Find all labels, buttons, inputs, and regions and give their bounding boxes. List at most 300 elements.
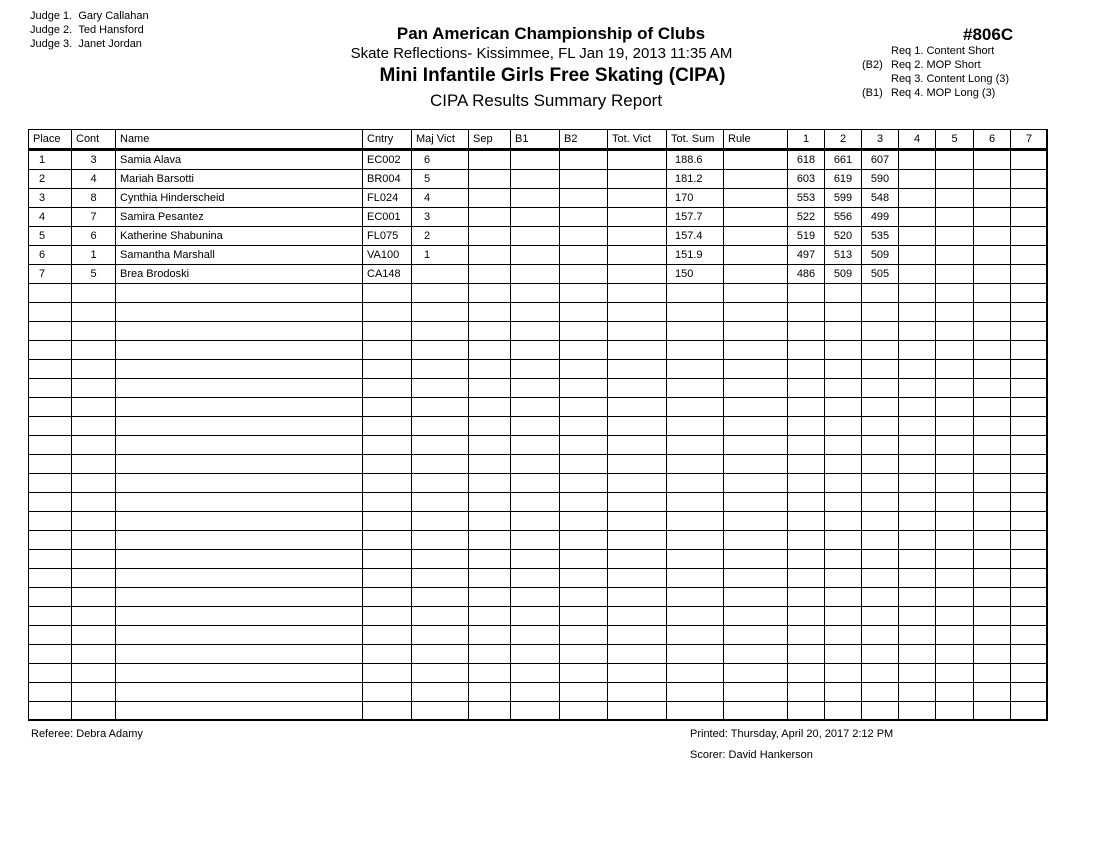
table-cell: [608, 664, 667, 683]
table-cell: [363, 645, 412, 664]
table-cell: [72, 702, 116, 721]
table-cell: [899, 360, 936, 379]
table-cell: Katherine Shabunina: [116, 227, 363, 246]
table-cell: [825, 664, 862, 683]
table-cell: [72, 664, 116, 683]
table-row: [29, 189, 1048, 208]
table-cell: [412, 664, 469, 683]
table-cell: [511, 474, 560, 493]
table-cell: 4: [412, 189, 469, 208]
table-cell: [511, 626, 560, 645]
empty-table-row: [29, 493, 1048, 512]
empty-table-row: [29, 550, 1048, 569]
table-cell: [511, 379, 560, 398]
table-cell: [29, 398, 72, 417]
table-cell: [608, 265, 667, 284]
table-cell: 150: [667, 265, 724, 284]
table-cell: [862, 474, 899, 493]
table-cell: [511, 322, 560, 341]
table-cell: [1011, 265, 1048, 284]
table-cell: Mariah Barsotti: [116, 170, 363, 189]
table-cell: [363, 531, 412, 550]
table-cell: [608, 436, 667, 455]
table-cell: [936, 189, 974, 208]
table-cell: [511, 341, 560, 360]
table-cell: 520: [825, 227, 862, 246]
table-cell: [936, 417, 974, 436]
table-cell: [974, 417, 1011, 436]
table-cell: 7: [72, 208, 116, 227]
table-cell: [788, 341, 825, 360]
table-cell: [469, 341, 511, 360]
table-cell: [608, 341, 667, 360]
table-cell: [469, 322, 511, 341]
table-cell: [469, 150, 511, 170]
table-cell: [608, 569, 667, 588]
table-cell: [1011, 455, 1048, 474]
table-cell: [974, 493, 1011, 512]
table-cell: [29, 664, 72, 683]
table-cell: [469, 360, 511, 379]
table-cell: 607: [862, 150, 899, 170]
empty-table-row: [29, 398, 1048, 417]
table-cell: Brea Brodoski: [116, 265, 363, 284]
table-cell: [899, 284, 936, 303]
table-cell: [608, 645, 667, 664]
table-cell: [469, 645, 511, 664]
table-cell: [363, 512, 412, 531]
table-cell: [363, 379, 412, 398]
table-cell: [412, 436, 469, 455]
table-cell: [936, 493, 974, 512]
requirement-4: (B1) Req 4. MOP Long (3): [862, 87, 996, 99]
table-cell: 6: [72, 227, 116, 246]
table-cell: [363, 683, 412, 702]
table-cell: [936, 265, 974, 284]
table-cell: EC001: [363, 208, 412, 227]
table-cell: [72, 493, 116, 512]
table-cell: [469, 588, 511, 607]
table-cell: [936, 626, 974, 645]
table-cell: [412, 569, 469, 588]
table-cell: [72, 341, 116, 360]
requirement-1: Req 1. Content Short: [891, 45, 995, 57]
table-cell: [412, 379, 469, 398]
table-cell: [936, 360, 974, 379]
table-cell: [1011, 550, 1048, 569]
judge-2: Judge 2. Ted Hansford: [30, 24, 144, 36]
table-cell: [825, 626, 862, 645]
table-cell: [825, 303, 862, 322]
table-cell: [1011, 512, 1048, 531]
table-cell: [511, 645, 560, 664]
table-cell: [608, 531, 667, 550]
empty-table-row: [29, 569, 1048, 588]
table-cell: [1011, 664, 1048, 683]
table-cell: [29, 436, 72, 455]
table-cell: [667, 531, 724, 550]
table-cell: [29, 303, 72, 322]
table-cell: [29, 588, 72, 607]
table-cell: [936, 569, 974, 588]
table-cell: [724, 493, 788, 512]
table-cell: [116, 341, 363, 360]
table-cell: [412, 683, 469, 702]
table-cell: [608, 455, 667, 474]
table-cell: [936, 227, 974, 246]
championship-title: Pan American Championship of Clubs: [396, 24, 706, 43]
table-cell: [511, 417, 560, 436]
table-cell: 157.7: [667, 208, 724, 227]
table-cell: [469, 284, 511, 303]
table-cell: [724, 246, 788, 265]
table-header-row: [29, 130, 1048, 150]
table-cell: [974, 303, 1011, 322]
table-cell: [1011, 474, 1048, 493]
table-cell: [899, 607, 936, 626]
table-cell: 522: [788, 208, 825, 227]
table-cell: [469, 265, 511, 284]
table-cell: [862, 303, 899, 322]
judge-1: Judge 1. Gary Callahan: [30, 10, 149, 22]
table-cell: [29, 284, 72, 303]
table-cell: [974, 189, 1011, 208]
table-cell: [1011, 360, 1048, 379]
table-cell: [899, 398, 936, 417]
table-cell: [469, 512, 511, 531]
table-cell: [724, 303, 788, 322]
table-cell: [788, 303, 825, 322]
table-cell: [560, 512, 608, 531]
event-title: Mini Infantile Girls Free Skating (CIPA): [379, 65, 726, 86]
table-cell: [667, 607, 724, 626]
table-cell: [469, 170, 511, 189]
table-cell: 553: [788, 189, 825, 208]
table-cell: [560, 189, 608, 208]
table-cell: [412, 398, 469, 417]
table-cell: FL075: [363, 227, 412, 246]
table-cell: [608, 607, 667, 626]
table-cell: [825, 436, 862, 455]
table-cell: [469, 379, 511, 398]
table-cell: [412, 303, 469, 322]
table-row: [29, 265, 1048, 284]
table-cell: BR004: [363, 170, 412, 189]
table-cell: [412, 284, 469, 303]
table-cell: [560, 208, 608, 227]
table-cell: [72, 417, 116, 436]
table-cell: [363, 398, 412, 417]
table-cell: [862, 588, 899, 607]
table-cell: [667, 664, 724, 683]
table-cell: 556: [825, 208, 862, 227]
table-cell: [862, 360, 899, 379]
empty-table-row: [29, 645, 1048, 664]
table-cell: [862, 284, 899, 303]
table-cell: [116, 607, 363, 626]
table-cell: [560, 607, 608, 626]
table-cell: [363, 341, 412, 360]
referee: Referee: Debra Adamy: [31, 728, 143, 740]
table-cell: [412, 360, 469, 379]
table-cell: [608, 493, 667, 512]
table-cell: [608, 474, 667, 493]
table-cell: [72, 531, 116, 550]
table-cell: [469, 417, 511, 436]
table-cell: [667, 417, 724, 436]
table-cell: [1011, 588, 1048, 607]
col-name: Name: [116, 130, 363, 150]
table-cell: [560, 227, 608, 246]
table-cell: [667, 474, 724, 493]
table-cell: [724, 645, 788, 664]
table-cell: [724, 588, 788, 607]
table-cell: [560, 474, 608, 493]
table-cell: [412, 512, 469, 531]
empty-table-row: [29, 588, 1048, 607]
table-cell: [560, 284, 608, 303]
table-cell: [974, 170, 1011, 189]
results-table-body: [29, 150, 1048, 721]
col-cntry: Cntry: [363, 130, 412, 150]
table-cell: 499: [862, 208, 899, 227]
table-cell: [469, 303, 511, 322]
table-cell: Cynthia Hinderscheid: [116, 189, 363, 208]
table-cell: [667, 455, 724, 474]
table-cell: [788, 626, 825, 645]
table-cell: 619: [825, 170, 862, 189]
table-cell: [511, 493, 560, 512]
table-cell: 5: [412, 170, 469, 189]
table-cell: [974, 341, 1011, 360]
table-cell: [560, 588, 608, 607]
table-row: [29, 208, 1048, 227]
table-cell: [862, 493, 899, 512]
table-cell: 2: [412, 227, 469, 246]
table-cell: [862, 664, 899, 683]
table-cell: [899, 303, 936, 322]
table-cell: [1011, 417, 1048, 436]
requirement-2: (B2) Req 2. MOP Short: [862, 59, 981, 71]
table-cell: [560, 531, 608, 550]
table-cell: [899, 322, 936, 341]
table-cell: [862, 341, 899, 360]
table-cell: [724, 531, 788, 550]
table-cell: [936, 607, 974, 626]
table-cell: [974, 455, 1011, 474]
empty-table-row: [29, 512, 1048, 531]
table-cell: [788, 588, 825, 607]
table-cell: [116, 645, 363, 664]
table-cell: [724, 189, 788, 208]
table-cell: [862, 512, 899, 531]
table-cell: [667, 683, 724, 702]
table-cell: [72, 683, 116, 702]
table-cell: [724, 341, 788, 360]
table-cell: [363, 493, 412, 512]
table-cell: [560, 379, 608, 398]
table-cell: [825, 284, 862, 303]
table-cell: [560, 626, 608, 645]
table-cell: [974, 360, 1011, 379]
col-judge-7: 7: [1011, 130, 1048, 150]
table-cell: 590: [862, 170, 899, 189]
table-cell: [667, 303, 724, 322]
table-cell: [936, 208, 974, 227]
table-cell: [29, 512, 72, 531]
table-cell: [862, 531, 899, 550]
table-cell: [412, 265, 469, 284]
table-cell: 4: [72, 170, 116, 189]
table-cell: [899, 436, 936, 455]
table-cell: [936, 512, 974, 531]
table-cell: [116, 683, 363, 702]
col-rule: Rule: [724, 130, 788, 150]
table-cell: [511, 284, 560, 303]
table-cell: [363, 626, 412, 645]
table-cell: [511, 246, 560, 265]
table-cell: [1011, 322, 1048, 341]
table-cell: [788, 436, 825, 455]
empty-table-row: [29, 455, 1048, 474]
table-cell: [667, 645, 724, 664]
table-cell: [29, 322, 72, 341]
table-cell: [1011, 246, 1048, 265]
table-cell: [116, 303, 363, 322]
table-cell: 6: [29, 246, 72, 265]
table-cell: [608, 417, 667, 436]
table-cell: [608, 702, 667, 721]
table-cell: [560, 341, 608, 360]
table-cell: [862, 550, 899, 569]
table-cell: [560, 303, 608, 322]
table-cell: [825, 702, 862, 721]
table-cell: 1: [412, 246, 469, 265]
table-cell: [1011, 303, 1048, 322]
table-cell: 548: [862, 189, 899, 208]
table-cell: [1011, 379, 1048, 398]
table-cell: [899, 645, 936, 664]
table-cell: [511, 227, 560, 246]
table-cell: [412, 455, 469, 474]
table-cell: [469, 493, 511, 512]
table-cell: [116, 417, 363, 436]
table-cell: [936, 150, 974, 170]
table-cell: [469, 474, 511, 493]
table-cell: [560, 569, 608, 588]
table-cell: [608, 150, 667, 170]
table-cell: [825, 588, 862, 607]
table-cell: [29, 474, 72, 493]
table-row: [29, 246, 1048, 265]
table-cell: 151.9: [667, 246, 724, 265]
table-cell: [667, 569, 724, 588]
table-cell: [469, 246, 511, 265]
table-cell: [825, 531, 862, 550]
table-cell: [974, 150, 1011, 170]
table-cell: [667, 379, 724, 398]
table-cell: [899, 265, 936, 284]
table-cell: [560, 683, 608, 702]
table-cell: [825, 398, 862, 417]
table-cell: [825, 493, 862, 512]
table-cell: [412, 607, 469, 626]
empty-table-row: [29, 322, 1048, 341]
table-cell: [936, 284, 974, 303]
printed-timestamp: Printed: Thursday, April 20, 2017 2:12 PM: [690, 728, 894, 740]
table-cell: [974, 398, 1011, 417]
table-cell: [72, 569, 116, 588]
scorer: Scorer: David Hankerson: [690, 749, 813, 761]
table-cell: [667, 512, 724, 531]
table-cell: [469, 227, 511, 246]
table-cell: [936, 379, 974, 398]
table-cell: [724, 683, 788, 702]
table-cell: [1011, 227, 1048, 246]
table-cell: [560, 702, 608, 721]
table-cell: [899, 626, 936, 645]
table-cell: [511, 531, 560, 550]
table-cell: [412, 645, 469, 664]
table-cell: [560, 550, 608, 569]
table-cell: [412, 341, 469, 360]
table-cell: [724, 436, 788, 455]
table-cell: [560, 170, 608, 189]
table-cell: [469, 607, 511, 626]
table-cell: [116, 360, 363, 379]
table-cell: [511, 569, 560, 588]
table-cell: [116, 664, 363, 683]
table-cell: 4: [29, 208, 72, 227]
table-cell: [608, 588, 667, 607]
table-cell: [899, 455, 936, 474]
table-cell: 181.2: [667, 170, 724, 189]
table-cell: [116, 322, 363, 341]
table-cell: [862, 645, 899, 664]
table-cell: [469, 569, 511, 588]
table-cell: [511, 512, 560, 531]
table-cell: [724, 455, 788, 474]
table-cell: [667, 626, 724, 645]
table-cell: [862, 626, 899, 645]
table-cell: [72, 322, 116, 341]
table-cell: [1011, 170, 1048, 189]
table-cell: [1011, 569, 1048, 588]
table-cell: [29, 550, 72, 569]
table-cell: [1011, 702, 1048, 721]
table-cell: [469, 626, 511, 645]
empty-table-row: [29, 474, 1048, 493]
table-cell: 3: [412, 208, 469, 227]
table-cell: [667, 702, 724, 721]
table-cell: [363, 474, 412, 493]
table-cell: [412, 702, 469, 721]
table-cell: 1: [72, 246, 116, 265]
empty-table-row: [29, 702, 1048, 721]
table-cell: [724, 379, 788, 398]
table-cell: Samia Alava: [116, 150, 363, 170]
col-sep: Sep: [469, 130, 511, 150]
table-cell: 661: [825, 150, 862, 170]
table-cell: 3: [72, 150, 116, 170]
table-cell: [560, 645, 608, 664]
table-cell: [72, 455, 116, 474]
table-cell: [469, 531, 511, 550]
table-cell: [363, 322, 412, 341]
table-cell: 157.4: [667, 227, 724, 246]
col-judge-5: 5: [936, 130, 974, 150]
table-cell: [511, 588, 560, 607]
